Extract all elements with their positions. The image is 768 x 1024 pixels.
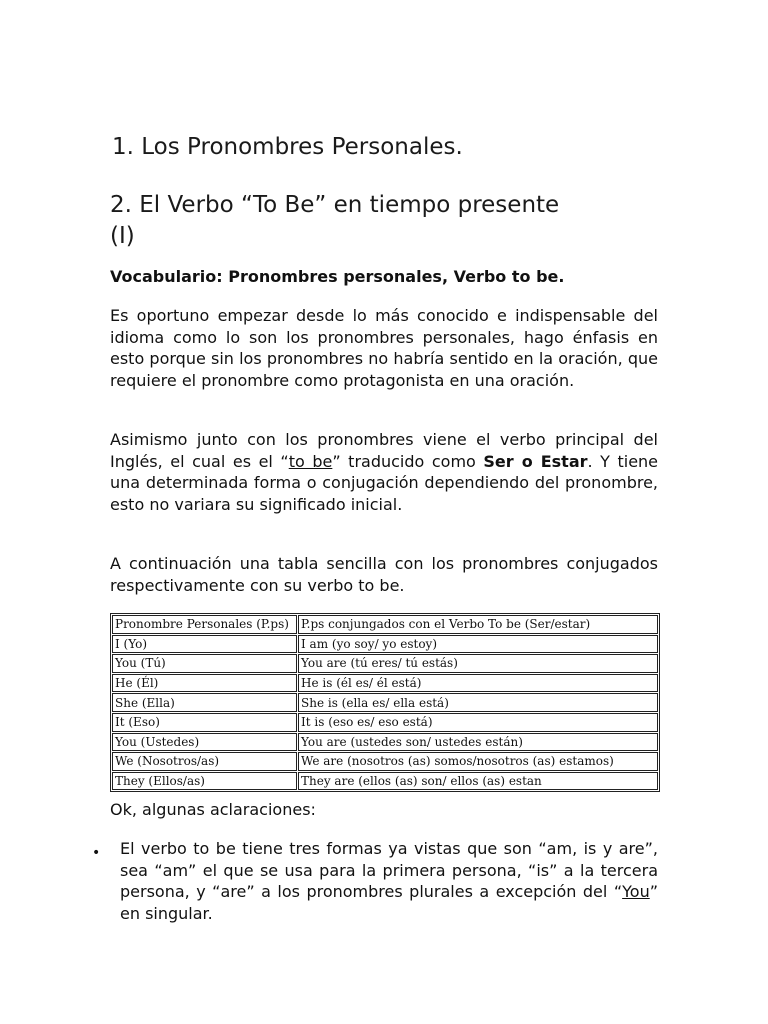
table-row xyxy=(112,752,658,771)
table-cell-pronoun: We (Nosotros/as) xyxy=(112,752,297,771)
table-cell-pronoun: It (Eso) xyxy=(112,713,297,732)
table-cell-conjugation: I am (yo soy/ yo estoy) xyxy=(298,635,658,654)
paragraph-verbo xyxy=(110,429,658,515)
to-be-underlined: to be xyxy=(288,451,333,471)
paragraph-intro: Es oportuno empezar desde lo más conocido e indispensable del idioma como lo son los pronombres personales, hago énfasis en esto porque sin los pronombres no habría sentido en la oración, que requiere el pronombre como protagonista en una oración. xyxy=(110,306,658,390)
table-cell-conjugation: You are (tú eres/ tú estás) xyxy=(298,654,658,673)
table-row xyxy=(112,674,658,693)
ser-o-estar-bold: Ser o Estar xyxy=(483,451,588,471)
bullet-text-1: El verbo to be tiene tres formas ya vistas que son “am, is y are”, sea “am” el que se usa para la primera persona, “is” a la tercera persona, y “are” a los pronombres plurales a excepción del “ xyxy=(120,839,658,901)
table-cell-pronoun: She (Ella) xyxy=(112,693,297,712)
table-row xyxy=(112,713,658,732)
table-cell-pronoun: I (Yo) xyxy=(112,635,297,654)
table-cell-conjugation: He is (él es/ él está) xyxy=(298,674,658,693)
pronouns-table-body xyxy=(112,615,658,790)
table-row xyxy=(112,733,658,752)
paragraph-verbo-text-3: . Y tiene una determinada forma o conjugación dependiendo del pronombre, esto no variara su significado inicial. xyxy=(110,451,659,514)
you-underlined: You xyxy=(622,882,650,901)
aclaraciones-heading: Ok, algunas aclaraciones: xyxy=(110,800,316,819)
table-cell-conjugation: They are (ellos (as) son/ ellos (as) estan xyxy=(298,772,658,791)
bullet-dot-icon: • xyxy=(92,845,101,861)
heading-pronombres-personales: 1. Los Pronombres Personales. xyxy=(112,134,463,160)
pronouns-table xyxy=(110,613,660,792)
table-header-row xyxy=(112,615,658,634)
table-cell-conjugation: You are (ustedes son/ ustedes están) xyxy=(298,733,658,752)
table-cell-conjugation: We are (nosotros (as) somos/nosotros (as) estamos) xyxy=(298,752,658,771)
table-cell-conjugation: It is (eso es/ eso está) xyxy=(298,713,658,732)
table-cell-pronoun: You (Ustedes) xyxy=(112,733,297,752)
table-cell-pronoun: He (Él) xyxy=(112,674,297,693)
table-row xyxy=(112,772,658,791)
vocabulario-line: Vocabulario: Pronombres personales, Verbo to be. xyxy=(110,267,565,286)
bullet-item-to-be-forms xyxy=(120,838,658,924)
table-row xyxy=(112,654,658,673)
bullet-text-2: ” en singular. xyxy=(120,882,658,923)
heading-verbo-to-be: 2. El Verbo “To Be” en tiempo presente (I) xyxy=(110,192,560,249)
table-row xyxy=(112,693,658,712)
table-cell-pronoun: They (Ellos/as) xyxy=(112,772,297,791)
paragraph-tabla-intro: A continuación una tabla sencilla con los pronombres conjugados respectivamente con su verbo to be. xyxy=(110,554,658,595)
table-cell-pronoun: Pronombre Personales (P.ps) xyxy=(112,615,297,634)
table-row xyxy=(112,635,658,654)
table-cell-conjugation: She is (ella es/ ella está) xyxy=(298,693,658,712)
table-cell-pronoun: You (Tú) xyxy=(112,654,297,673)
paragraph-verbo-text-1: Asimismo junto con los pronombres viene el verbo principal del Inglés, el cual es el “ xyxy=(110,430,658,471)
paragraph-verbo-text-2: ” traducido como xyxy=(332,451,484,471)
table-cell-conjugation: P.ps conjungados con el Verbo To be (Ser/estar) xyxy=(298,615,658,634)
